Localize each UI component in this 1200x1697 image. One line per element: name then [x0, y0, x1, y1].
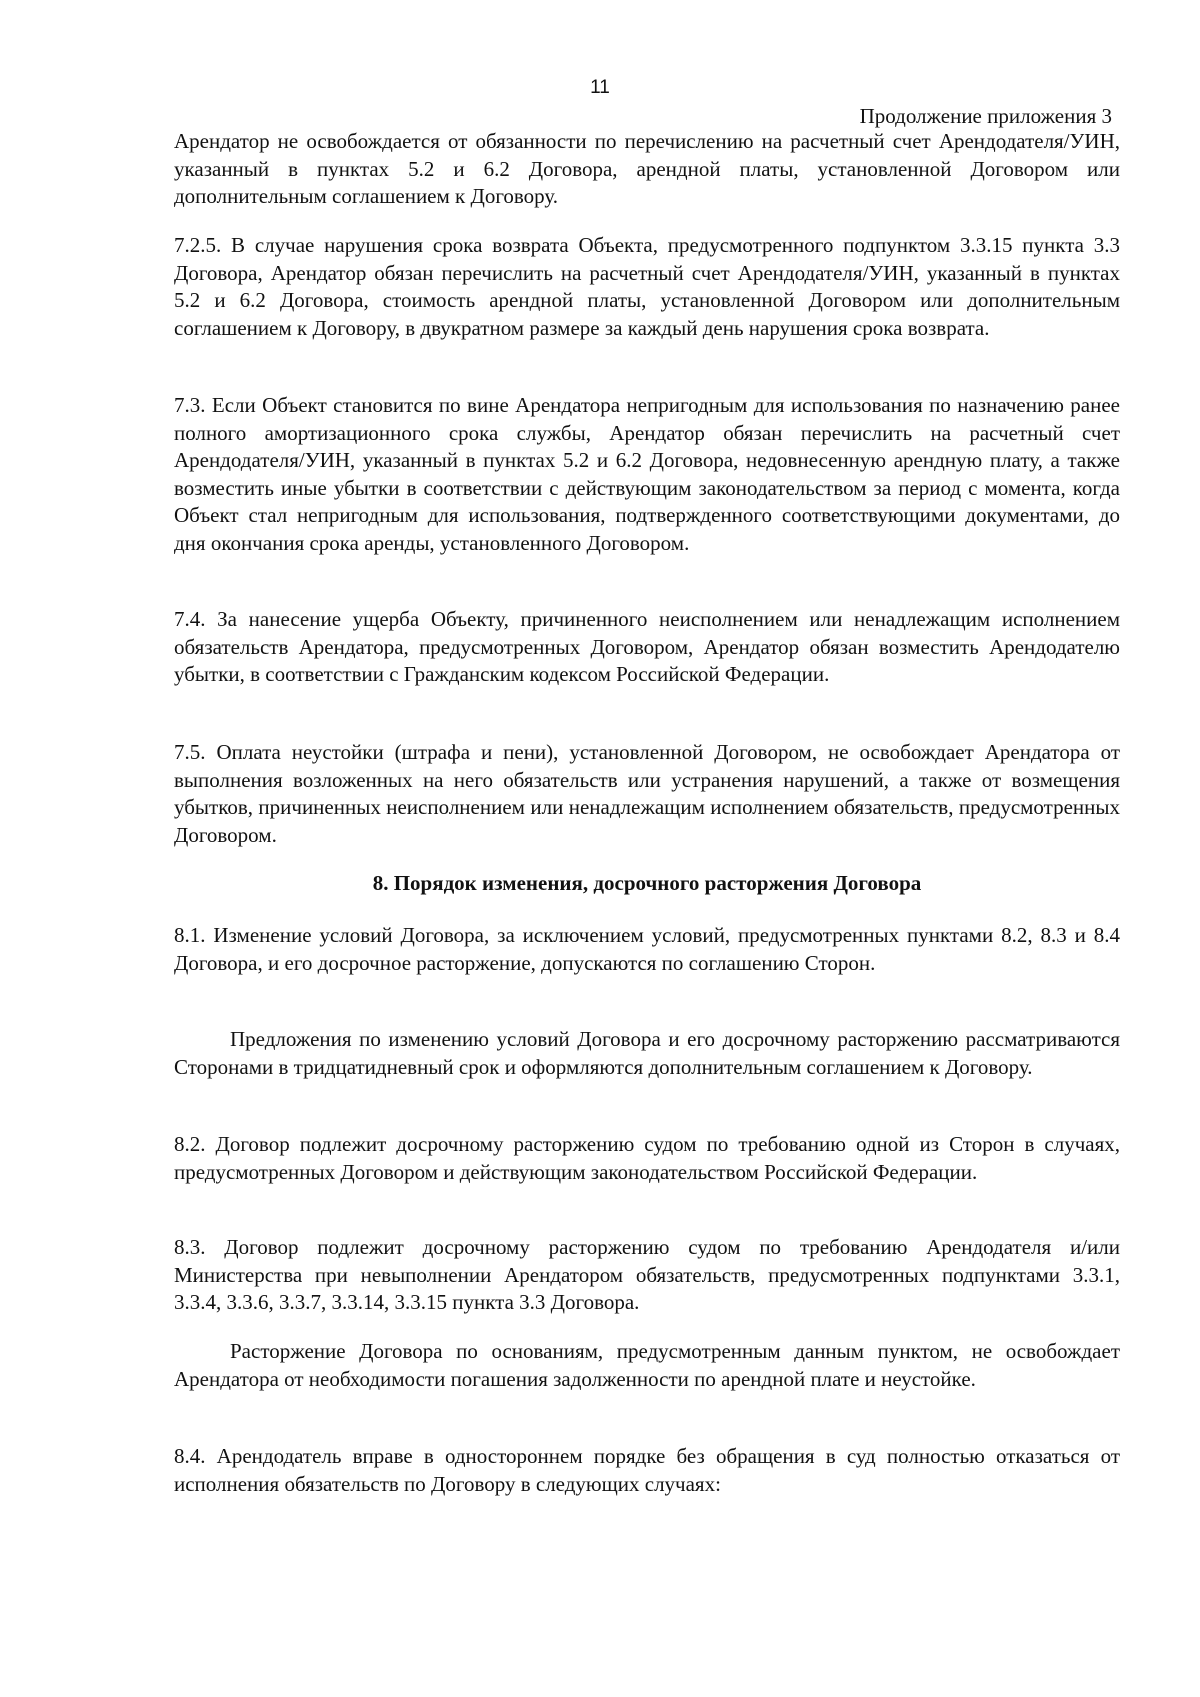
appendix-continuation-note: Продолжение приложения 3	[859, 104, 1112, 128]
page-number: 11	[590, 77, 610, 98]
paragraph-8-3: 8.3. Договор подлежит досрочному расторжению судом по требованию Арендодателя и/или Министерства при невыполнении Арендатором обязательств, предусмотренных подпунктами 3.3.1, 3.3.4, 3.3.6, 3.3.7, 3.3.14, 3.3.15 пункта 3.3 Договора.	[174, 1235, 1120, 1314]
section-8-heading: 8. Порядок изменения, досрочного расторжения Договора	[372, 871, 922, 895]
paragraph-7-3: 7.3. Если Объект становится по вине Арендатора непригодным для использования по назначению ранее полного амортизационного срока службы, Арендатор обязан перечислить на расчетный счет Арендодателя/УИН, указанный в пунктах 5.2 и 6.2 Договора, недовнесенную арендную плату, а также возместить иные убытки в соответствии с действующим законодательством за период с момента, когда Объект стал непригодным для использования, подтвержденного соответствующими документами, до дня окончания срока аренды, установленного Договором.	[174, 393, 1120, 555]
paragraph-continuation: Арендатор не освобождается от обязанности по перечислению на расчетный счет Арендодателя/УИН, указанный в пунктах 5.2 и 6.2 Договора, арендной платы, установленной Договором или дополнительным соглашением к Договору.	[174, 129, 1120, 208]
paragraph-8-3-termination: Расторжение Договора по основаниям, предусмотренным данным пунктом, не освобождает Арендатора от необходимости погашения задолженности по арендной плате и неустойке.	[174, 1339, 1120, 1391]
paragraph-7-5: 7.5. Оплата неустойки (штрафа и пени), установленной Договором, не освобождает Арендатора от выполнения возложенных на него обязательств или устранения нарушений, а также от возмещения убытков, причиненных неисполнением или ненадлежащим исполнением обязательств, предусмотренных Договором.	[174, 740, 1120, 847]
paragraph-8-1: 8.1. Изменение условий Договора, за исключением условий, предусмотренных пунктами 8.2, 8.3 и 8.4 Договора, и его досрочное расторжение, допускаются по соглашению Сторон.	[174, 923, 1120, 975]
paragraph-7-2-5: 7.2.5. В случае нарушения срока возврата Объекта, предусмотренного подпунктом 3.3.15 пункта 3.3 Договора, Арендатор обязан перечислить на расчетный счет Арендодателя/УИН, указанный в пунктах 5.2 и 6.2 Договора, стоимость арендной платы, установленной Договором или дополнительным соглашением к Договору, в двукратном размере за каждый день нарушения срока возврата.	[174, 233, 1120, 340]
paragraph-7-4: 7.4. За нанесение ущерба Объекту, причиненного неисполнением или ненадлежащим исполнением обязательств Арендатора, предусмотренных Договором, Арендатор обязан возместить Арендодателю убытки, в соответствии с Гражданским кодексом Российской Федерации.	[174, 607, 1120, 686]
paragraph-8-1-proposals: Предложения по изменению условий Договора и его досрочному расторжению рассматриваются Сторонами в тридцатидневный срок и оформляются дополнительным соглашением к Договору.	[174, 1027, 1120, 1079]
paragraph-8-2: 8.2. Договор подлежит досрочному расторжению судом по требованию одной из Сторон в случаях, предусмотренных Договором и действующим законодательством Российской Федерации.	[174, 1132, 1120, 1184]
paragraph-8-4: 8.4. Арендодатель вправе в одностороннем порядке без обращения в суд полностью отказаться от исполнения обязательств по Договору в следующих случаях:	[174, 1444, 1120, 1496]
